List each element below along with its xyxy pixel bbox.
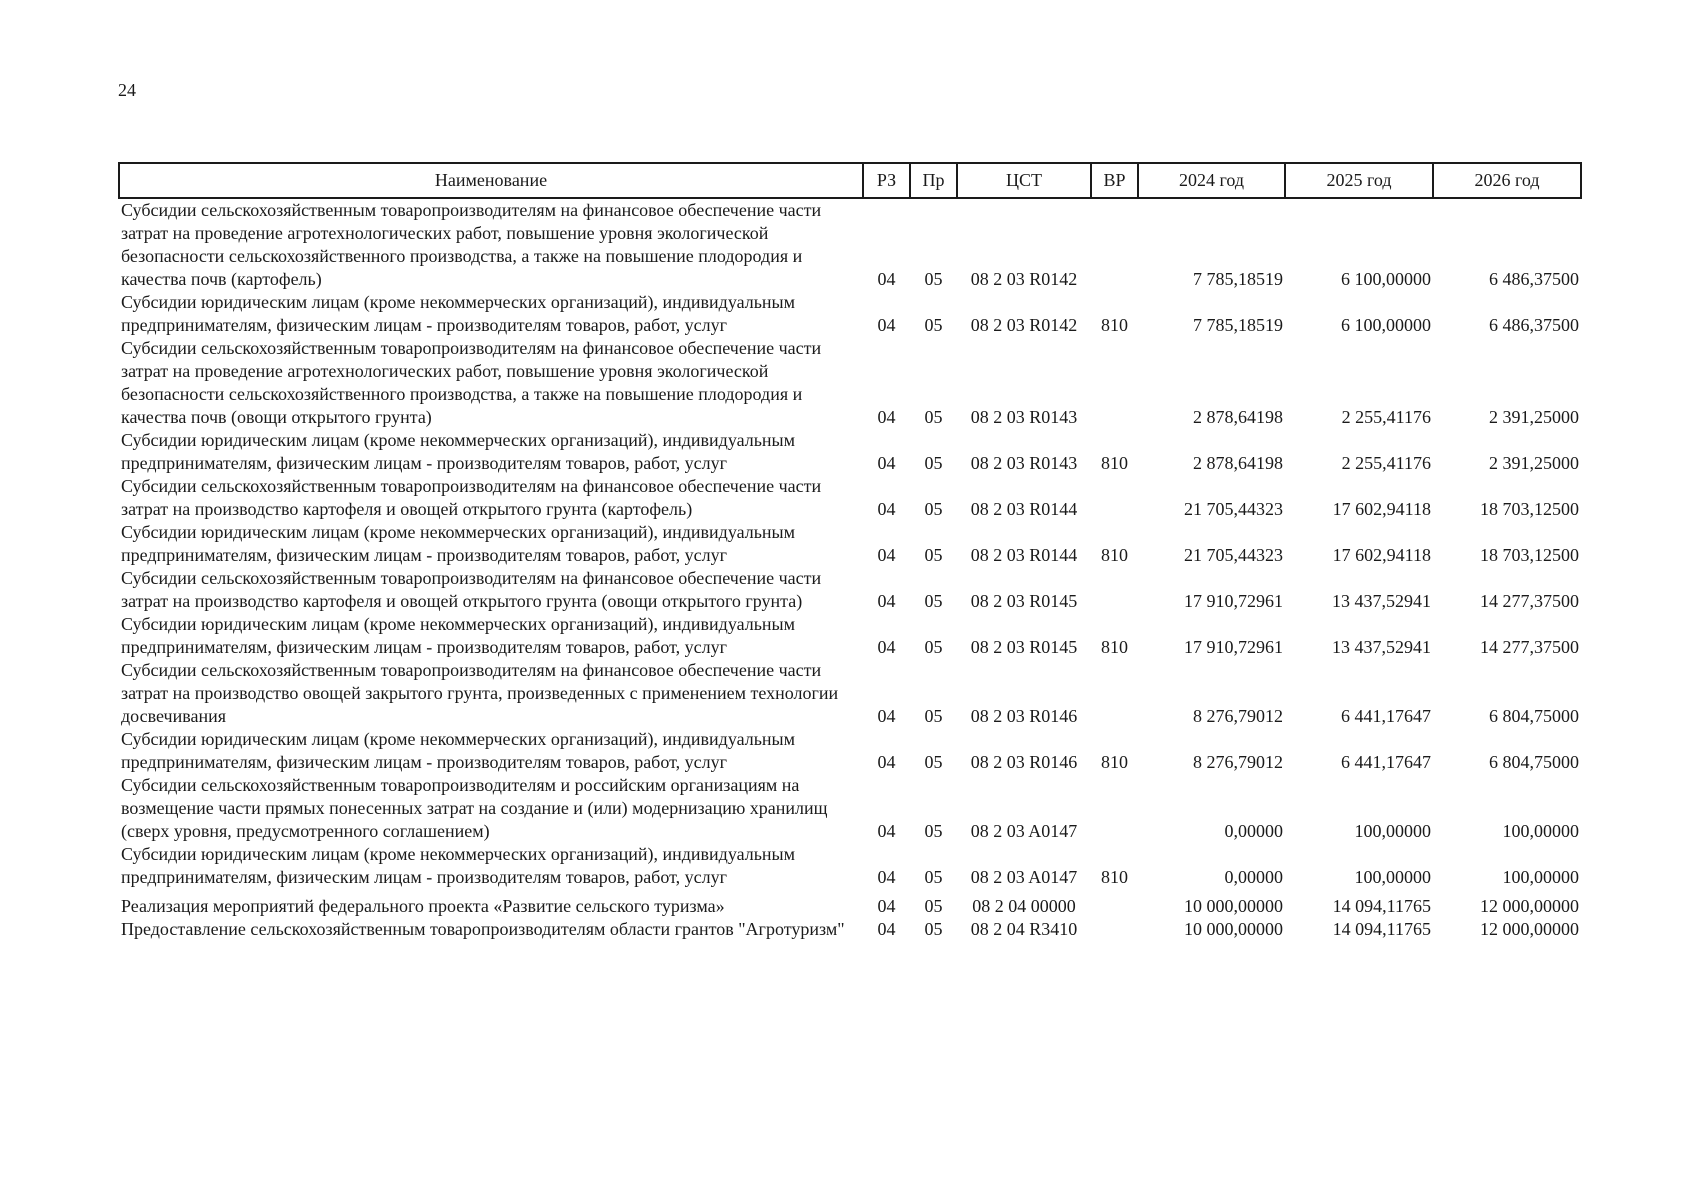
cell-2024: 7 785,18519 [1193,269,1283,289]
table-row [119,774,1581,843]
cell-2025: 100,00000 [1354,821,1431,841]
cell-2024: 2 878,64198 [1193,453,1283,473]
table-header-row [119,163,1581,198]
cell-cst: 08 2 04 R3410 [970,919,1078,939]
cell-rz: 04 [877,919,896,939]
cell-2025: 14 094,11765 [1332,919,1431,939]
cell-rz: 04 [877,896,896,916]
cell-2025: 6 441,17647 [1341,706,1431,726]
table-row [119,429,1581,475]
cell-name: Субсидии юридическим лицам (кроме некоммерческих организаций), индивидуальным предпринимателям, физическим лицам - производителям товаров, работ, услуг [121,522,796,565]
cell-rz: 04 [877,867,896,887]
cell-name: Субсидии сельскохозяйственным товаропроизводителям на финансовое обеспечение части затрат на производство овощей закрытого грунта, произведенных с применением технологии досвечивания [121,660,839,726]
cell-vr [1091,337,1138,429]
header-rz: РЗ [863,163,910,198]
cell-cst: 08 2 03 R0146 [970,706,1078,726]
cell-2026: 6 486,37500 [1489,269,1579,289]
cell-vr: 810 [1101,867,1128,887]
header-cst: ЦСТ [957,163,1091,198]
cell-2024: 17 910,72961 [1184,637,1283,657]
cell-rz: 04 [877,706,896,726]
cell-pr: 05 [924,821,943,841]
cell-pr: 05 [924,896,943,916]
cell-2026: 6 804,75000 [1489,752,1579,772]
cell-cst: 08 2 03 A0147 [970,867,1078,887]
table-row [119,728,1581,774]
table-row [119,613,1581,659]
header-pr: Пр [910,163,957,198]
cell-cst: 08 2 03 R0146 [970,752,1078,772]
cell-cst: 08 2 03 R0144 [970,499,1078,519]
cell-pr: 05 [924,637,943,657]
cell-2026: 14 277,37500 [1480,637,1579,657]
cell-name: Субсидии сельскохозяйственным товаропроизводителям на финансовое обеспечение части затрат на проведение агротехнологических работ, повышение уровня экологической безопасности сельскохозяйственного производства, а также на повышение плодородия и качества почв (картофель) [121,200,822,289]
cell-2025: 100,00000 [1354,867,1431,887]
cell-rz: 04 [877,591,896,611]
cell-2026: 12 000,00000 [1480,919,1579,939]
cell-2026: 14 277,37500 [1480,591,1579,611]
cell-pr: 05 [924,407,943,427]
cell-2024: 0,00000 [1224,867,1283,887]
cell-2024: 7 785,18519 [1193,315,1283,335]
cell-cst: 08 2 03 R0142 [970,269,1078,289]
cell-pr: 05 [924,867,943,887]
cell-name: Субсидии сельскохозяйственным товаропроизводителям на финансовое обеспечение части затрат на производство картофеля и овощей открытого грунта (картофель) [121,476,822,519]
cell-name: Субсидии юридическим лицам (кроме некоммерческих организаций), индивидуальным предпринимателям, физическим лицам - производителям товаров, работ, услуг [121,614,796,657]
cell-vr: 810 [1101,752,1128,772]
cell-pr: 05 [924,453,943,473]
cell-vr [1091,198,1138,291]
cell-rz: 04 [877,499,896,519]
cell-2025: 13 437,52941 [1332,637,1431,657]
table-row [119,337,1581,429]
cell-cst: 08 2 03 R0143 [970,407,1078,427]
cell-rz: 04 [877,821,896,841]
cell-name: Предоставление сельскохозяйственным товаропроизводителям области грантов "Агротуризм" [121,919,845,939]
cell-name: Субсидии юридическим лицам (кроме некоммерческих организаций), индивидуальным предпринимателям, физическим лицам - производителям товаров, работ, услуг [121,844,796,887]
cell-2026: 18 703,12500 [1480,545,1579,565]
table-row [119,567,1581,613]
cell-pr: 05 [924,591,943,611]
cell-2024: 0,00000 [1224,821,1283,841]
header-2024: 2024 год [1138,163,1285,198]
cell-2024: 2 878,64198 [1193,407,1283,427]
table-row [119,475,1581,521]
cell-2025: 6 441,17647 [1341,752,1431,772]
cell-rz: 04 [877,637,896,657]
cell-cst: 08 2 03 R0143 [970,453,1078,473]
cell-name: Субсидии юридическим лицам (кроме некоммерческих организаций), индивидуальным предпринимателям, физическим лицам - производителям товаров, работ, услуг [121,292,796,335]
cell-vr [1091,659,1138,728]
cell-2024: 17 910,72961 [1184,591,1283,611]
cell-2025: 14 094,11765 [1332,896,1431,916]
table-body [119,198,1581,941]
cell-2026: 2 391,25000 [1489,407,1579,427]
cell-vr [1091,774,1138,843]
cell-2025: 6 100,00000 [1341,315,1431,335]
cell-2025: 2 255,41176 [1341,453,1431,473]
table-row [119,843,1581,889]
table-row [119,918,1581,941]
cell-2026: 12 000,00000 [1480,896,1579,916]
cell-2025: 17 602,94118 [1332,545,1431,565]
page-number: 24 [118,80,136,100]
cell-cst: 08 2 03 A0147 [970,821,1078,841]
cell-2024: 10 000,00000 [1184,896,1283,916]
cell-cst: 08 2 03 R0145 [970,637,1078,657]
cell-2025: 6 100,00000 [1341,269,1431,289]
cell-rz: 04 [877,269,896,289]
cell-pr: 05 [924,499,943,519]
cell-2025: 2 255,41176 [1341,407,1431,427]
budget-table [118,162,1582,941]
cell-name: Реализация мероприятий федерального проекта «Развитие сельского туризма» [121,896,725,916]
cell-rz: 04 [877,315,896,335]
table-row [119,291,1581,337]
cell-vr [1091,918,1138,941]
cell-cst: 08 2 03 R0144 [970,545,1078,565]
header-name: Наименование [119,163,863,198]
cell-pr: 05 [924,919,943,939]
cell-vr: 810 [1101,315,1128,335]
cell-rz: 04 [877,453,896,473]
cell-vr: 810 [1101,637,1128,657]
cell-2024: 8 276,79012 [1193,752,1283,772]
cell-vr [1091,889,1138,918]
cell-name: Субсидии юридическим лицам (кроме некоммерческих организаций), индивидуальным предпринимателям, физическим лицам - производителям товаров, работ, услуг [121,430,796,473]
cell-name: Субсидии сельскохозяйственным товаропроизводителям на финансовое обеспечение части затрат на проведение агротехнологических работ, повышение уровня экологической безопасности сельскохозяйственного производства, а также на повышение плодородия и качества почв (овощи открытого грунта) [121,338,822,427]
cell-2024: 10 000,00000 [1184,919,1283,939]
cell-name: Субсидии юридическим лицам (кроме некоммерческих организаций), индивидуальным предпринимателям, физическим лицам - производителям товаров, работ, услуг [121,729,796,772]
cell-pr: 05 [924,269,943,289]
cell-cst: 08 2 03 R0145 [970,591,1078,611]
cell-2026: 6 486,37500 [1489,315,1579,335]
cell-vr [1091,475,1138,521]
cell-2026: 18 703,12500 [1480,499,1579,519]
header-vr: ВР [1091,163,1138,198]
table-row [119,198,1581,291]
cell-pr: 05 [924,315,943,335]
table-row [119,659,1581,728]
cell-vr: 810 [1101,453,1128,473]
table-row [119,889,1581,918]
cell-2024: 21 705,44323 [1184,499,1283,519]
cell-rz: 04 [877,752,896,772]
cell-name: Субсидии сельскохозяйственным товаропроизводителям на финансовое обеспечение части затрат на производство картофеля и овощей открытого грунта (овощи открытого грунта) [121,568,822,611]
cell-rz: 04 [877,407,896,427]
cell-cst: 08 2 04 00000 [972,896,1076,916]
cell-2025: 17 602,94118 [1332,499,1431,519]
table-row [119,521,1581,567]
cell-2026: 2 391,25000 [1489,453,1579,473]
cell-vr: 810 [1101,545,1128,565]
cell-2025: 13 437,52941 [1332,591,1431,611]
cell-2024: 21 705,44323 [1184,545,1283,565]
cell-pr: 05 [924,545,943,565]
cell-vr [1091,567,1138,613]
cell-pr: 05 [924,706,943,726]
header-2025: 2025 год [1285,163,1433,198]
cell-2026: 100,00000 [1502,821,1579,841]
cell-2024: 8 276,79012 [1193,706,1283,726]
cell-name: Субсидии сельскохозяйственным товаропроизводителям и российским организациям на возмещение части прямых понесенных затрат на создание и (или) модернизацию хранилищ (сверх уровня, предусмотренного соглашением) [121,775,828,841]
cell-2026: 6 804,75000 [1489,706,1579,726]
cell-2026: 100,00000 [1502,867,1579,887]
cell-rz: 04 [877,545,896,565]
cell-pr: 05 [924,752,943,772]
cell-cst: 08 2 03 R0142 [970,315,1078,335]
header-2026: 2026 год [1433,163,1581,198]
